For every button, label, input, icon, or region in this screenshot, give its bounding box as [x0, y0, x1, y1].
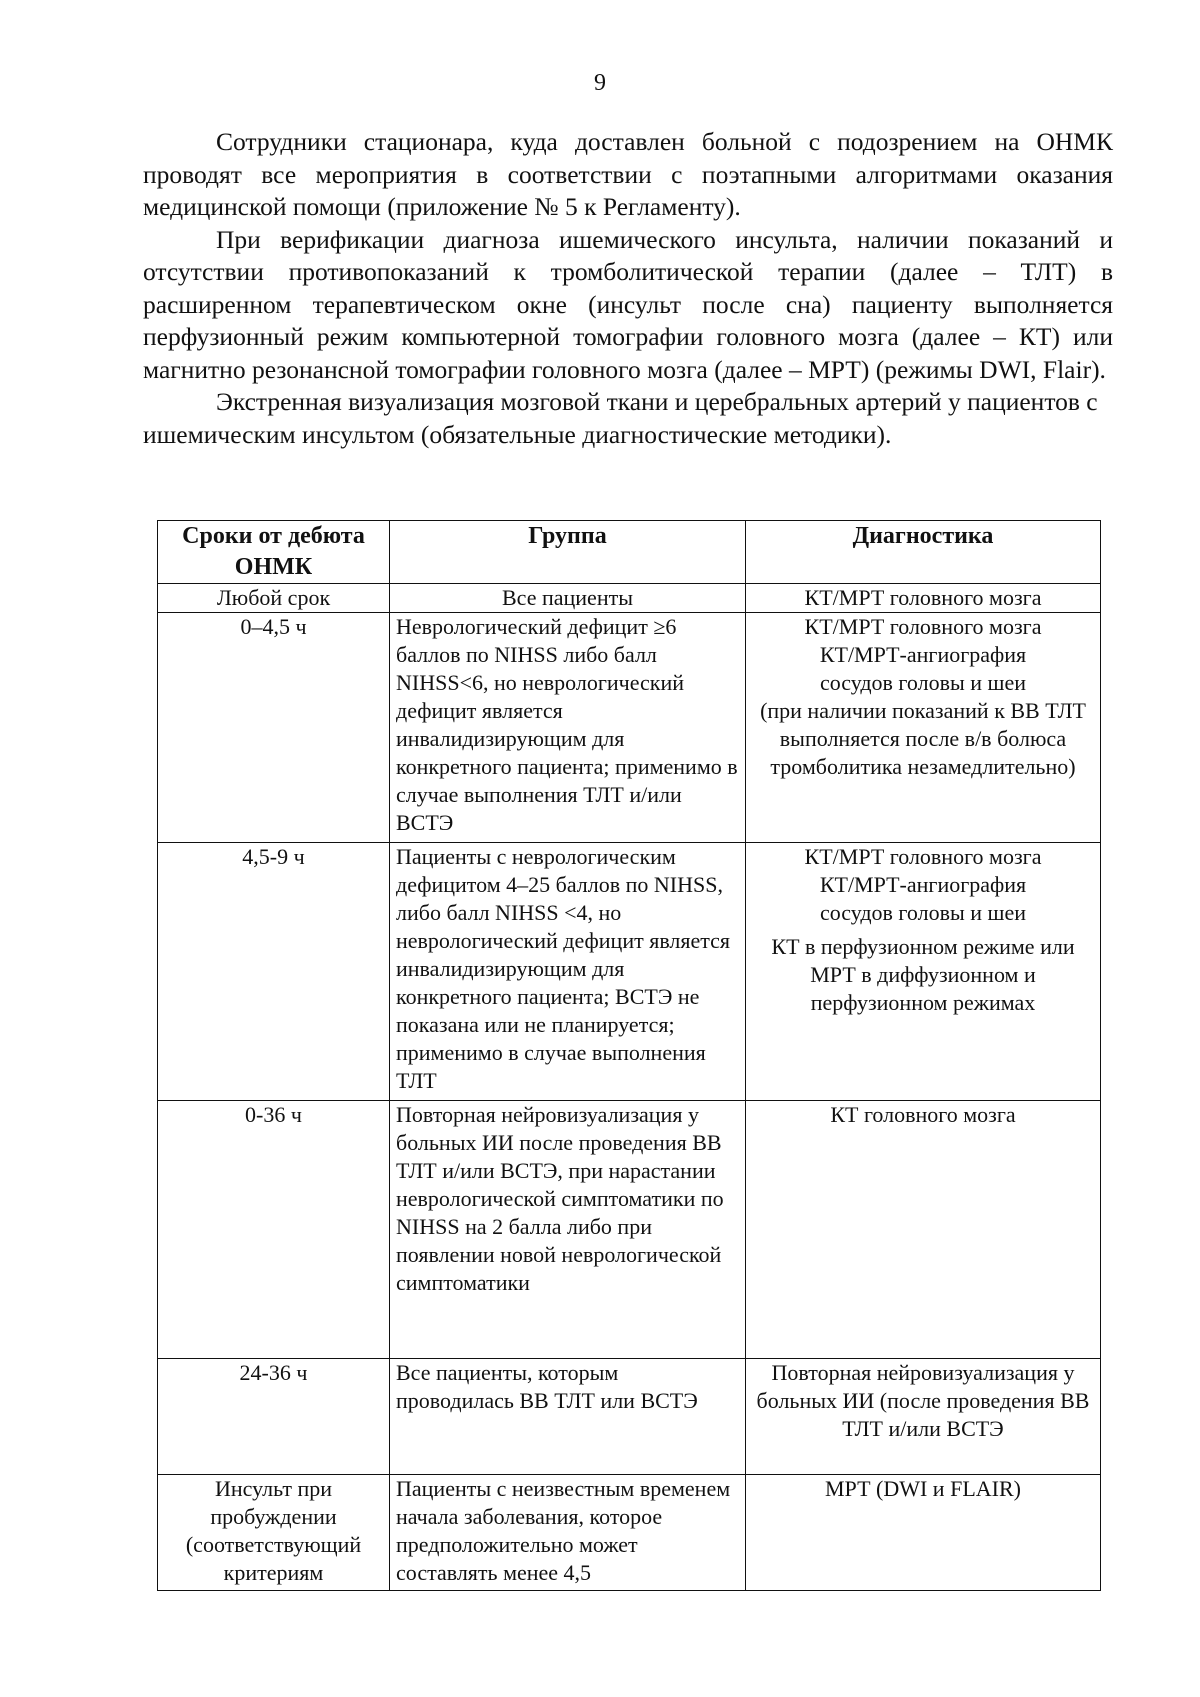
cell-time: 4,5-9 ч [158, 843, 390, 1101]
cell-diagnostics [746, 1359, 1101, 1475]
diagnostics-line: КТ/МРТ-ангиография [819, 872, 1027, 897]
cell-group: Все пациенты [390, 584, 746, 613]
cell-group: Пациенты с неврологическим дефицитом 4–25 баллов по NIHSS, либо балл NIHSS <4, но неврологический дефицит является инвалидизирующим для конкретного пациента; ВСТЭ не показана или не планируется; применимо в случае выполнения ТЛТ [390, 843, 746, 1101]
table-row [158, 1101, 1101, 1359]
cell-diagnostics [746, 584, 1101, 613]
table-row [158, 1475, 1101, 1591]
table-header-row [158, 521, 1101, 584]
diagnostics-line: КТ/МРТ головного мозга [804, 614, 1042, 639]
header-diagnostics: Диагностика [746, 521, 1101, 584]
diagnostics-line: КТ/МРТ-ангиография [819, 642, 1027, 667]
cell-group: Повторная нейровизуализация у больных ИИ после проведения ВВ ТЛТ и/или ВСТЭ, при нарастании неврологической симптоматики по NIHSS на 2 балла либо при появлении новой неврологической симптоматики [390, 1101, 746, 1359]
diagnostics-line: Повторная нейровизуализация у больных ИИ (после проведения ВВ ТЛТ и/или ВСТЭ [756, 1360, 1090, 1441]
diagnostics-line: КТ в перфузионном режиме или МРТ в диффузионном и перфузионном режимах [771, 934, 1075, 1015]
cell-group: Неврологический дефицит ≥6 баллов по NIHSS либо балл NIHSS<6, но неврологический дефицит является инвалидизирующим для конкретного пациента; применимо в случае выполнения ТЛТ и/или ВСТЭ [390, 613, 746, 843]
page-number: 9 [594, 70, 606, 96]
cell-group: Все пациенты, которым проводилась ВВ ТЛТ или ВСТЭ [390, 1359, 746, 1475]
header-group: Группа [390, 521, 746, 584]
cell-time: Любой срок [158, 584, 390, 613]
cell-diagnostics [746, 613, 1101, 843]
cell-time: 0-36 ч [158, 1101, 390, 1359]
diagnostics-line: сосудов головы и шеи [819, 900, 1027, 925]
diagnostics-line: КТ головного мозга [830, 1102, 1016, 1127]
cell-time: 24-36 ч [158, 1359, 390, 1475]
body-text [143, 126, 1113, 451]
cell-diagnostics [746, 1101, 1101, 1359]
table-row [158, 613, 1101, 843]
cell-diagnostics [746, 1475, 1101, 1591]
paragraph: Экстренная визуализация мозговой ткани и церебральных артерий у пациентов с ишемическим инсультом (обязательные диагностические методики). [143, 387, 1098, 449]
header-time: Сроки от дебюта ОНМК [158, 521, 390, 584]
paragraph: Сотрудники стационара, куда доставлен больной с подозрением на ОНМК проводят все мероприятия в соответствии с поэтапными алгоритмами оказания медицинской помощи (приложение № 5 к Регламенту). [143, 127, 1113, 221]
diagnostics-line: КТ/МРТ головного мозга [804, 844, 1042, 869]
table-row [158, 584, 1101, 613]
diagnostics-line: сосудов головы и шеи [819, 670, 1027, 695]
diagnostics-table [157, 520, 1101, 1591]
diagnostics-line: МРТ (DWI и FLAIR) [825, 1476, 1021, 1501]
cell-group: Пациенты с неизвестным временем начала заболевания, которое предположительно может составлять менее 4,5 [390, 1475, 746, 1591]
diagnostics-line: КТ/МРТ головного мозга [804, 585, 1042, 610]
table-row [158, 843, 1101, 1101]
paragraph: При верификации диагноза ишемического инсульта, наличии показаний и отсутствии противопоказаний к тромболитической терапии (далее – ТЛТ) в расширенном терапевтическом окне (инсульт после сна) пациенту выполняется перфузионный режим компьютерной томографии головного мозга (далее – КТ) или магнитно резонансной томографии головного мозга (далее – МРТ) (режимы DWI, Flair). [143, 224, 1113, 384]
cell-time: 0–4,5 ч [158, 613, 390, 843]
table-row [158, 1359, 1101, 1475]
cell-time: Инсульт при пробуждении (соответствующий критериям [158, 1475, 390, 1591]
diagnostics-line: (при наличии показаний к ВВ ТЛТ выполняется после в/в болюса тромболитика незамедлительно) [760, 698, 1086, 779]
cell-diagnostics [746, 843, 1101, 1101]
